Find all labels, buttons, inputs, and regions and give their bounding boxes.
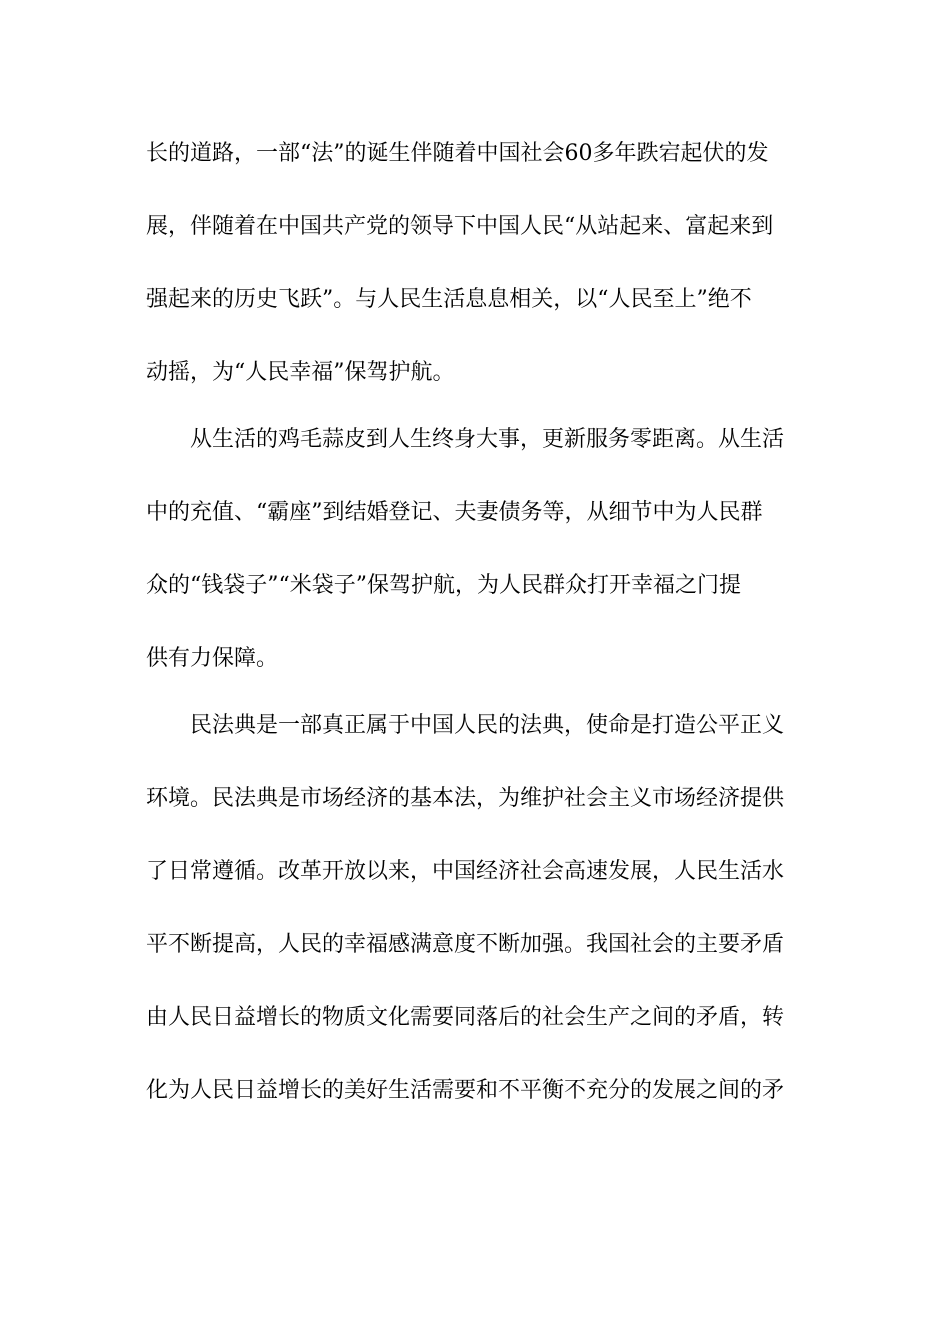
text-line: 了日常遵循。改革开放以来，中国经济社会高速发展，人民生活水 — [146, 859, 785, 884]
text-line: 供有力保障。 — [146, 646, 279, 671]
text-line: 平不断提高，人民的幸福感满意度不断加强。我国社会的主要矛盾 — [146, 932, 785, 957]
text-line: 众的“钱袋子”“米袋子”保驾护航，为人民群众打开幸福之门提 — [146, 573, 741, 598]
paragraph-first-line: 民法典是一部真正属于中国人民的法典，使命是打造公平正义 — [190, 713, 785, 738]
text-line: 化为人民日益增长的美好生活需要和不平衡不充分的发展之间的矛 — [146, 1078, 785, 1103]
text-line: 中的充值、“霸座”到结婚登记、夫妻债务等，从细节中为人民群 — [146, 500, 763, 525]
text-line: 强起来的历史飞跃”。与人民生活息息相关，以“人民至上”绝不 — [146, 287, 752, 312]
text-line: 长的道路，一部“法”的诞生伴随着中国社会60多年跌宕起伏的发 — [146, 141, 769, 166]
text-line: 环境。民法典是市场经济的基本法，为维护社会主义市场经济提供 — [146, 786, 785, 811]
text-line: 动摇，为“人民幸福”保驾护航。 — [146, 360, 455, 385]
text-line: 由人民日益增长的物质文化需要同落后的社会生产之间的矛盾，转 — [146, 1005, 785, 1030]
paragraph-first-line: 从生活的鸡毛蒜皮到人生终身大事，更新服务零距离。从生活 — [190, 427, 785, 452]
text-line: 展，伴随着在中国共产党的领导下中国人民“从站起来、富起来到 — [146, 214, 774, 239]
